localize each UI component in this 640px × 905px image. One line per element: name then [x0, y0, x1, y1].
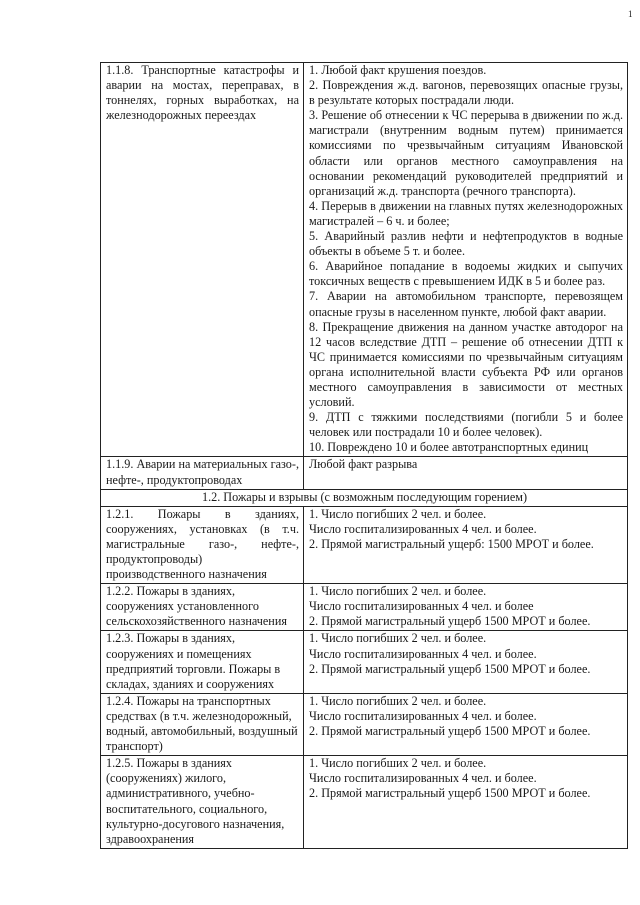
row-title-cell: [101, 506, 304, 583]
row-title-text: Пожары в зданиях, сооружениях, установках (в т.ч. магистральные газо-, нефте-, продуктопроводы): [106, 506, 299, 566]
criterion: 1. Число погибших 2 чел. и более.: [309, 693, 487, 708]
row-criteria-cell: [304, 584, 628, 631]
criterion: Число госпитализированных 4 чел. и более.: [309, 771, 537, 786]
row-title: Пожары на транспортных средствах (в т.ч. железнодорожный, водный, автомобильный, воздушный транспорт): [106, 693, 298, 754]
criterion: 1. Число погибших 2 чел. и более.: [309, 584, 487, 599]
row-title-cell: [101, 693, 304, 755]
row-criteria-cell: [304, 506, 628, 583]
criterion: 2. Прямой магистральный ущерб 1500 МРОТ и более.: [309, 614, 591, 629]
row-code: 1.2.1.: [106, 506, 134, 521]
section-title: 1.2. Пожары и взрывы (с возможным последующим горением): [101, 489, 628, 506]
row-title: Транспортные катастрофы и аварии на мостах, переправах, в тоннелях, горных выработках, на железнодорожных переездах: [106, 63, 299, 123]
criterion: 1. Любой факт крушения поездов.: [309, 63, 487, 77]
row-criteria-cell: [304, 63, 628, 457]
criterion: 2. Повреждения ж.д. вагонов, перевозящих опасные грузы, в результате которых пострадали люди.: [309, 78, 623, 108]
table-row-1-2-2: [101, 584, 628, 631]
row-criteria-cell: [304, 631, 628, 693]
criterion: 2. Прямой магистральный ущерб 1500 МРОТ и более.: [309, 661, 591, 676]
criterion: Число госпитализированных 4 чел. и более: [309, 599, 534, 614]
row-code: 1.1.9.: [106, 457, 134, 472]
criterion: Число госпитализированных 4 чел. и более.: [309, 646, 537, 661]
row-title-cell: [101, 63, 304, 457]
criterion: 7. Аварии на автомобильном транспорте, перевозящем опасные грузы в населенном пункте, любой факт аварии.: [309, 289, 623, 319]
table-row-1-2-3: [101, 631, 628, 693]
table-row-1-2-1: [101, 506, 628, 583]
criterion: 1. Число погибших 2 чел. и более.: [309, 756, 487, 771]
criterion: 6. Аварийное попадание в водоемы жидких и сыпучих токсичных веществ с превышением ИДК в 5 и более раз.: [309, 259, 623, 289]
row-code: 1.2.2.: [106, 584, 134, 599]
criterion: Число госпитализированных 4 чел. и более.: [309, 708, 537, 723]
row-code: 1.2.3.: [106, 631, 134, 646]
row-title: Пожары в зданиях, сооружениях установленного сельскохозяйственного назначения: [106, 584, 287, 629]
emergency-criteria-table: [100, 62, 628, 849]
row-title-cell: [101, 631, 304, 693]
row-code: 1.1.8.: [106, 63, 134, 77]
row-title-cell: [101, 584, 304, 631]
row-criteria-cell: [304, 693, 628, 755]
criterion: 4. Перерыв в движении на главных путях железнодорожных магистралей – 6 ч. и более;: [309, 198, 623, 228]
row-title-cell: [101, 457, 304, 489]
section-heading-row: [101, 489, 628, 506]
criterion: 3. Решение об отнесении к ЧС перерыва в движении по ж.д. магистрали (внутренним водным путем) принимается комиссиями по чрезвычайным ситуациям Ивановской области или органов местного самоуправления на основании рекомендаций руководителей предприятий и организаций ж.д. транспорта (речного транспорта).: [309, 108, 623, 198]
row-title: [106, 507, 299, 567]
criterion: 8. Прекращение движения на данном участке автодорог на 12 часов вследствие ДТП – решение об отнесении ДТП к ЧС принимается комиссиями по чрезвычайным ситуациям органа исполнительной власти субъекта РФ или органов местного самоуправления в зависимости от местных условий.: [309, 319, 623, 410]
row-code: 1.2.4.: [106, 693, 134, 708]
criterion: 10. Повреждено 10 и более автотранспортных единиц: [309, 440, 589, 455]
criterion: 1. Число погибших 2 чел. и более.: [309, 506, 487, 521]
criterion: 2. Прямой магистральный ущерб: 1500 МРОТ и более.: [309, 536, 594, 551]
criterion: 1. Число погибших 2 чел. и более.: [309, 631, 487, 646]
table-row-1-1-8: [101, 63, 628, 457]
row-title: Аварии на материальных газо-, нефте-, продуктопроводах: [106, 457, 299, 487]
criterion: Число госпитализированных 4 чел. и более.: [309, 521, 537, 536]
row-criteria-cell: [304, 756, 628, 849]
row-code: 1.2.5.: [106, 756, 134, 771]
row-title-cell: [101, 756, 304, 849]
criterion: 2. Прямой магистральный ущерб 1500 МРОТ и более.: [309, 724, 591, 739]
table-row-1-1-9: [101, 457, 628, 489]
criterion: 9. ДТП с тяжкими последствиями (погибли 5 и более человек или пострадали 10 и более человек).: [309, 410, 623, 440]
row-criteria-cell: [304, 457, 628, 489]
criterion: 5. Аварийный разлив нефти и нефтепродуктов в водные объекты в объеме 5 т. и более.: [309, 229, 623, 259]
row-title: Пожары в зданиях (сооружениях) жилого, административного, учебно-воспитательного, социального, культурно-досугового назначения, здравоохранения: [106, 756, 285, 846]
row-title-tail: производственного назначения: [106, 567, 267, 582]
page-mark: 1: [628, 9, 633, 19]
criterion: Любой факт разрыва: [309, 457, 418, 472]
row-title: Пожары в зданиях, сооружениях и помещениях предприятий торговли. Пожары в складах, зданиях и сооружениях: [106, 631, 281, 691]
table-row-1-2-4: [101, 693, 628, 755]
table-row-1-2-5: [101, 756, 628, 849]
criterion: 2. Прямой магистральный ущерб 1500 МРОТ и более.: [309, 786, 591, 801]
